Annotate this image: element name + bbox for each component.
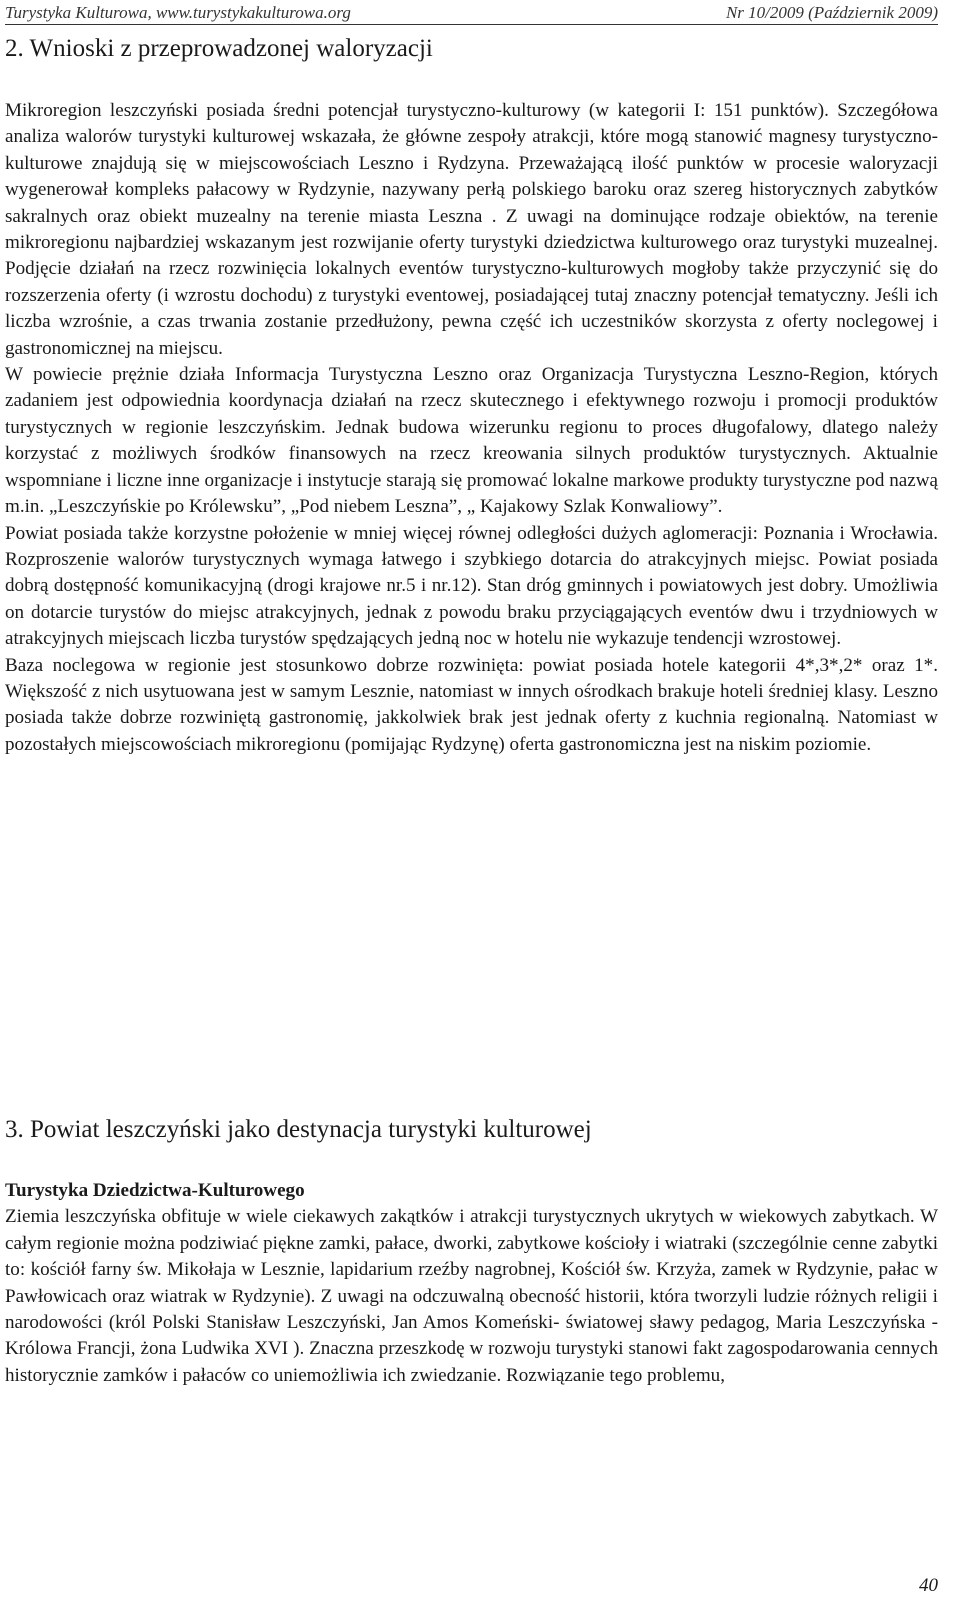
section-2-title: 2. Wnioski z przeprowadzonej waloryzacji [5, 35, 433, 62]
running-header [5, 2, 938, 25]
page-number: 40 [919, 1575, 938, 1596]
section-3-body [5, 1178, 938, 1389]
paragraph: Mikroregion leszczyński posiada średni potencjał turystyczno-kulturowy (w kategorii I: 151 punktów). Szczegółowa analiza walorów turystyki kulturowej wskazała, że główne zespoły atrakcji, które mogą stanowić magnesy turystyczno-kulturowe znajdują się w miejscowościach Leszno i Rydzyna. Przeważającą ilość punktów w procesie waloryzacji wygenerował kompleks pałacowy w Rydzynie, nazywany perłą polskiego baroku oraz szereg historycznych zabytków sakralnych oraz obiekt muzealny na terenie miasta Leszna . Z uwagi na dominujące rodzaje obiektów, na terenie mikroregionu najbardziej wskazanym jest rozwijanie oferty turystyki dziedzictwa kulturowego oraz turystyki muzealnej. Podjęcie działań na rzecz rozwinięcia lokalnych eventów turystyczno-kulturowych mogłoby także przyczynić się do rozszerzenia oferty (i wzrostu dochodu) z turystyki eventowej, posiadającej tutaj znaczny potencjał tematyczny. Jeśli ich liczba wzrośnie, a czas trwania zostanie przedłużony, pewna część ich uczestników skorzysta z oferty noclegowej i gastronomicznej na miejscu. [5, 100, 938, 359]
paragraph: Ziemia leszczyńska obfituje w wiele ciekawych zakątków i atrakcji turystycznych ukrytych w wiekowych zabytkach. W całym regionie można podziwiać piękne zamki, pałace, dworki, zabytkowe kościoły i wiatraki (szczególnie cenne zabytki to: kościół farny św. Mikołaja w Lesznie, lapidarium rzeźby nagrobnej, Kościół św. Krzyża, zamek w Rydzynie, pałac w Pawłowicach oraz wiatrak w Rydzynie). Z uwagi na odczuwalną obecność historii, która tworzyli ludzie różnych religii i narodowości (król Polski Stanisław Leszczyński, Jan Amos Komeński- światowej sławy pedagog, Maria Leszczyńska -Królowa Francji, żona Ludwika XVI ). Znaczna przeszkodę w rozwoju turystyki stanowi fakt zagospodarowania cennych historycznie zamków i pałaców co uniemożliwia ich zwiedzanie. Rozwiązanie tego problemu, [5, 1206, 938, 1386]
paragraph: Powiat posiada także korzystne położenie w mniej więcej równej odległości dużych aglomeracji: Poznania i Wrocławia. Rozproszenie walorów turystycznych wymaga łatwego i szybkiego dotarcia do atrakcyjnych miejsc. Powiat posiada dobrą dostępność komunikacyjną (drogi krajowe nr.5 i nr.12). Stan dróg gminnych i powiatowych jest dobry. Umożliwia on dotarcie turystów do miejsc atrakcyjnych, jednak z powodu braku przyciągających eventów dwu i trzydniowych w atrakcyjnych miejscach liczba turystów spędzających jedną noc w hotelu nie wykazuje tendencji wzrostowej. [5, 522, 938, 650]
header-publication: Turystyka Kulturowa, www.turystykakulturowa.org [5, 3, 351, 22]
paragraph: Baza noclegowa w regionie jest stosunkowo dobrze rozwinięta: powiat posiada hotele kategorii 4*,3*,2* oraz 1*. Większość z nich usytuowana jest w samym Lesznie, natomiast w innych ośrodkach brakuje hoteli średniej klasy. Leszno posiada także dobrze rozwiniętą gastronomię, jakkolwiek brak jest jednak oferty z kuchnia regionalną. Natomiast w pozostałych miejscowościach mikroregionu (pomijając Rydzynę) oferta gastronomiczna jest na niskim poziomie. [5, 654, 938, 755]
document-page [5, 0, 938, 1609]
section-3-title: 3. Powiat leszczyński jako destynacja turystyki kulturowej [5, 1116, 592, 1143]
paragraph: W powiecie prężnie działa Informacja Turystyczna Leszno oraz Organizacja Turystyczna Leszno-Region, których zadaniem jest odpowiednia koordynacja działań na rzecz skutecznego i efektywnego rozwoju i promocji produktów turystycznych w regionie leszczyńskim. Jednak budowa wizerunku regionu to proces długofalowy, dlatego należy korzystać z możliwych środków finansowych na rzecz kreowania silnych produktów turystycznych. Aktualnie wspomniane i liczne inne organizacje i instytucje starają się promować lokalne markowe produkty turystyczne pod nazwą m.in. „Leszczyńskie po Królewsku”, „Pod niebem Leszna”, „ Kajakowy Szlak Konwaliowy”. [5, 364, 938, 518]
section-2-body [5, 98, 938, 758]
header-issue: Nr 10/2009 (Październik 2009) [725, 3, 938, 22]
section-3-subheading: Turystyka Dziedzictwa-Kulturowego [5, 1180, 305, 1201]
